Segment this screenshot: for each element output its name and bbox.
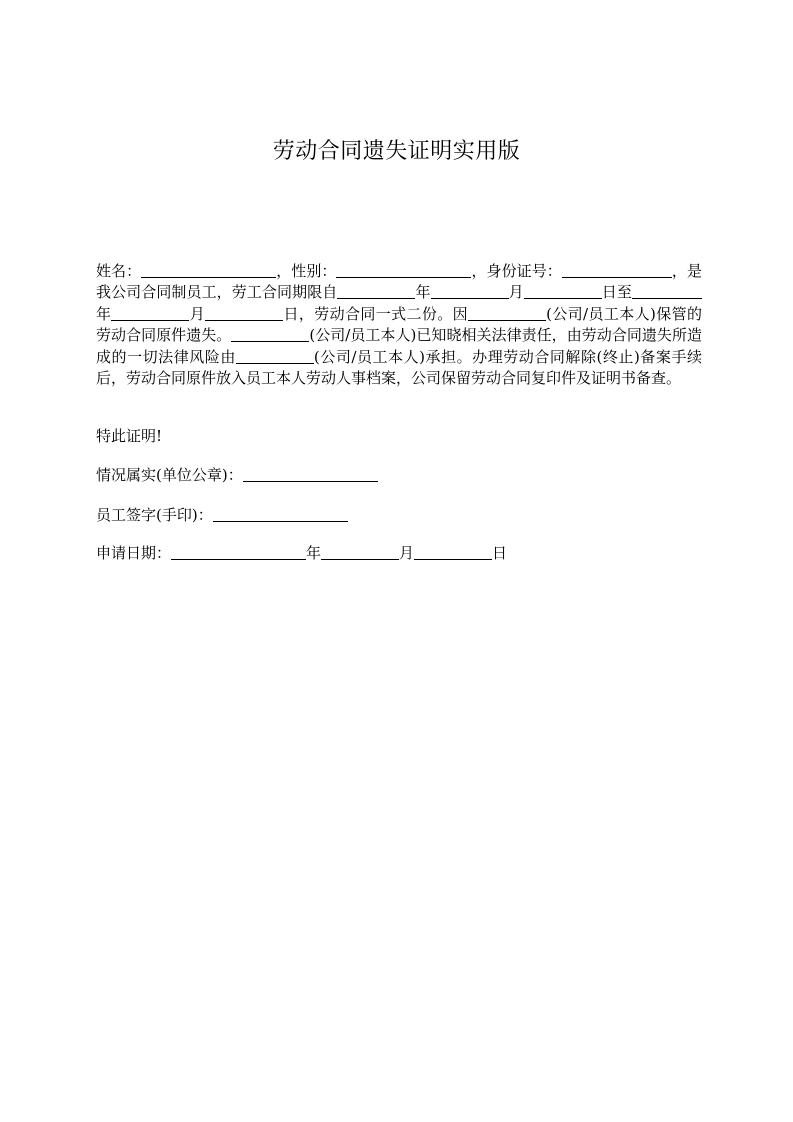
year-text: 年 <box>415 283 431 302</box>
comma: ， <box>671 262 687 280</box>
apply-year-text: 年 <box>306 544 322 562</box>
name-blank[interactable] <box>141 262 276 278</box>
bear-risk-text: (公司/员工本人)承担。办理劳动 <box>313 347 535 366</box>
apply-month-text: 月 <box>399 544 415 562</box>
contract-copies-text: 日，劳动合同一式二份。因 <box>283 304 469 323</box>
company-or-employee-text: (公司/员工 <box>546 304 620 323</box>
id-number-blank[interactable] <box>562 262 672 278</box>
page-title: 劳动合同遗失证明实用版 <box>272 139 521 164</box>
certificate-body <box>96 261 702 389</box>
employee-sign-line <box>96 504 348 526</box>
company-seal-line <box>96 464 378 486</box>
month-text: 月 <box>189 304 206 323</box>
loss-party-blank[interactable] <box>468 305 546 321</box>
special-proof: 特此证明! <box>96 427 163 445</box>
contract-term-text: 是我公司合同制员工，劳工合同期限自 <box>96 262 702 302</box>
aware-party-blank[interactable] <box>231 326 309 342</box>
original-lost-text: 本人)保管的劳动合同原件遗失。 <box>96 304 702 345</box>
day-to-text: 日至 <box>601 283 632 302</box>
company-seal-label: 情况属实(单位公章)： <box>96 466 243 484</box>
gender-blank[interactable] <box>336 262 471 278</box>
term-end-month-blank[interactable] <box>111 305 189 321</box>
apply-day-blank[interactable] <box>414 544 492 560</box>
filing-text: 合同解除(终止)备案手续后，劳动合同原件放入员工本人劳动人事档案，公司保留劳 <box>96 347 702 388</box>
apply-date-label: 申请日期： <box>96 544 172 562</box>
apply-year-blank[interactable] <box>171 544 306 560</box>
month-text: 月 <box>508 283 524 302</box>
apply-date-line <box>96 542 507 564</box>
term-end-day-blank[interactable] <box>205 305 283 321</box>
term-end-year-blank-part1[interactable] <box>632 283 662 299</box>
copy-retain-text: 动合同复印件及证明书备查。 <box>486 369 682 388</box>
year-text: 年 <box>96 304 112 323</box>
company-seal-blank[interactable] <box>243 466 378 482</box>
id-number-label: ，身份证号： <box>471 262 562 280</box>
legal-risk-text: 由劳动合同遗失所造成的一切法律风险由 <box>96 326 702 366</box>
term-end-year-blank-part2[interactable] <box>662 283 702 299</box>
apply-day-text: 日 <box>492 544 508 562</box>
term-start-month-blank[interactable] <box>431 283 509 299</box>
employee-sign-label: 员工签字(手印)： <box>96 506 213 524</box>
employee-sign-blank[interactable] <box>213 506 348 522</box>
apply-month-blank[interactable] <box>321 544 399 560</box>
term-start-day-blank[interactable] <box>524 283 602 299</box>
name-label: 姓名： <box>96 262 142 280</box>
legal-responsibility-text: (公司/员工本人)已知晓相关法律责任， <box>309 326 567 345</box>
risk-party-blank[interactable] <box>236 348 314 364</box>
term-start-year-blank[interactable] <box>337 283 415 299</box>
gender-label: ，性别： <box>276 262 337 280</box>
